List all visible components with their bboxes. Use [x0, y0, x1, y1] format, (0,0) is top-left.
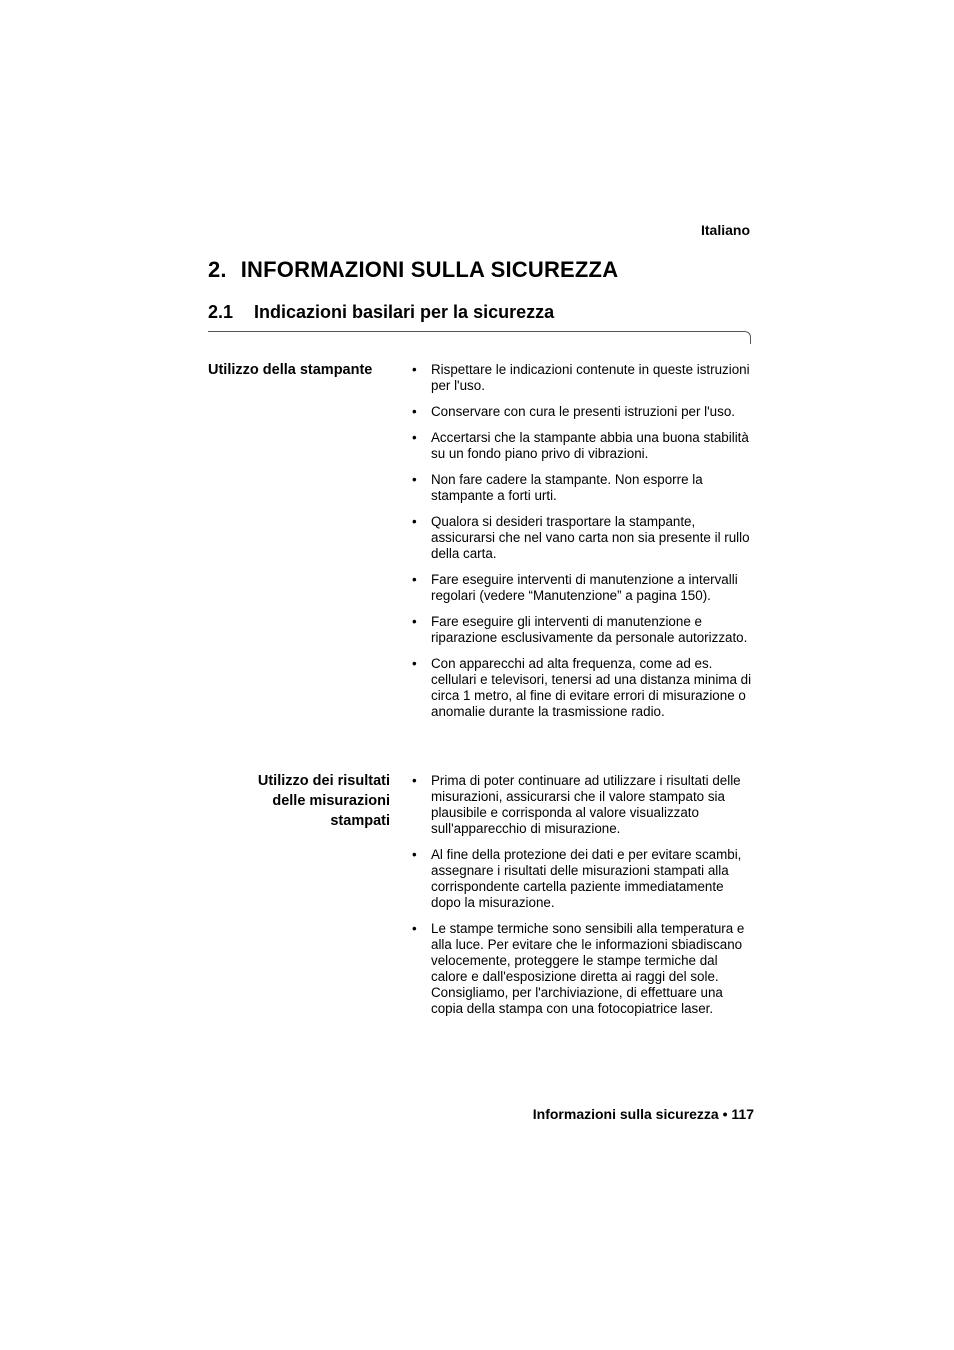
block-label-line: Utilizzo dei risultati	[257, 773, 390, 789]
list-item-text: Accertarsi che la stampante abbia una buona stabilità su un fondo piano privo di vibrazioni.	[431, 430, 749, 461]
list-item-text: Conservare con cura le presenti istruzioni per l'uso.	[431, 404, 735, 419]
chapter-number: 2.	[208, 257, 227, 282]
block-label	[208, 771, 390, 831]
bullet-icon: •	[412, 472, 417, 487]
list-item	[412, 572, 754, 604]
block-label-line: Utilizzo della stampante	[208, 362, 373, 378]
list-item	[412, 656, 754, 720]
bullet-icon: •	[412, 656, 417, 671]
section-title-text: Indicazioni basilari per la sicurezza	[254, 302, 555, 322]
bullet-list	[412, 773, 754, 1027]
language-label: Italiano	[700, 222, 750, 238]
list-item	[412, 847, 754, 911]
list-item	[412, 614, 754, 646]
bullet-icon: •	[412, 572, 417, 587]
block-label	[208, 360, 390, 380]
list-item-text: Le stampe termiche sono sensibili alla temperatura e alla luce. Per evitare che le informazioni sbiadiscano velocemente, proteggere le stampe termiche dal calore e dall'esposizione diretta ai raggi del sole. Consigliamo, per l'archiviazione, di effettuare una copia della stampa con una fotocopiatrice laser.	[431, 921, 745, 1016]
bullet-icon: •	[412, 430, 417, 445]
list-item-text: Con apparecchi ad alta frequenza, come ad es. cellulari e televisori, tenersi ad una distanza minima di circa 1 metro, al fine di evitare errori di misurazione o anomalie durante la trasmissione radio.	[431, 656, 752, 719]
list-item	[412, 404, 754, 420]
list-item-text: Prima di poter continuare ad utilizzare i risultati delle misurazioni, assicurarsi che il valore stampato sia plausibile e corrisponda al valore visualizzato sull'apparecchio di misurazione.	[431, 773, 741, 836]
bullet-icon: •	[412, 362, 417, 377]
bullet-icon: •	[412, 847, 417, 862]
list-item-text: Qualora si desideri trasportare la stampante, assicurarsi che nel vano carta non sia presente il rullo della carta.	[431, 514, 750, 561]
list-item	[412, 472, 754, 504]
list-item-text: Al fine della protezione dei dati e per evitare scambi, assegnare i risultati delle misurazioni stampati alla corrispondente cartella paziente immediatamente dopo la misurazione.	[431, 847, 742, 910]
list-item	[412, 773, 754, 837]
page-footer: Informazioni sulla sicurezza • 117	[532, 1106, 754, 1122]
block-label-line: stampati	[330, 813, 390, 829]
bullet-list	[412, 362, 754, 730]
chapter-title	[208, 257, 618, 283]
list-item-text: Non fare cadere la stampante. Non esporre la stampante a forti urti.	[431, 472, 703, 503]
list-item-text: Rispettare le indicazioni contenute in queste istruzioni per l'uso.	[431, 362, 750, 393]
bullet-icon: •	[412, 614, 417, 629]
list-item	[412, 430, 754, 462]
chapter-title-text: INFORMAZIONI SULLA SICUREZZA	[240, 257, 619, 282]
bullet-icon: •	[412, 514, 417, 529]
list-item	[412, 921, 754, 1017]
bullet-icon: •	[412, 404, 417, 419]
list-item	[412, 514, 754, 562]
block-label-line: delle misurazioni	[272, 793, 390, 809]
section-divider	[208, 331, 751, 344]
list-item-text: Fare eseguire gli interventi di manutenzione e riparazione esclusivamente da personale autorizzato.	[431, 614, 748, 645]
section-number: 2.1	[208, 302, 234, 322]
list-item	[412, 362, 754, 394]
bullet-icon: •	[412, 773, 417, 788]
list-item-text: Fare eseguire interventi di manutenzione a intervalli regolari (vedere “Manutenzione” a pagina 150).	[431, 572, 738, 603]
section-title	[208, 302, 554, 323]
bullet-icon: •	[412, 921, 417, 936]
